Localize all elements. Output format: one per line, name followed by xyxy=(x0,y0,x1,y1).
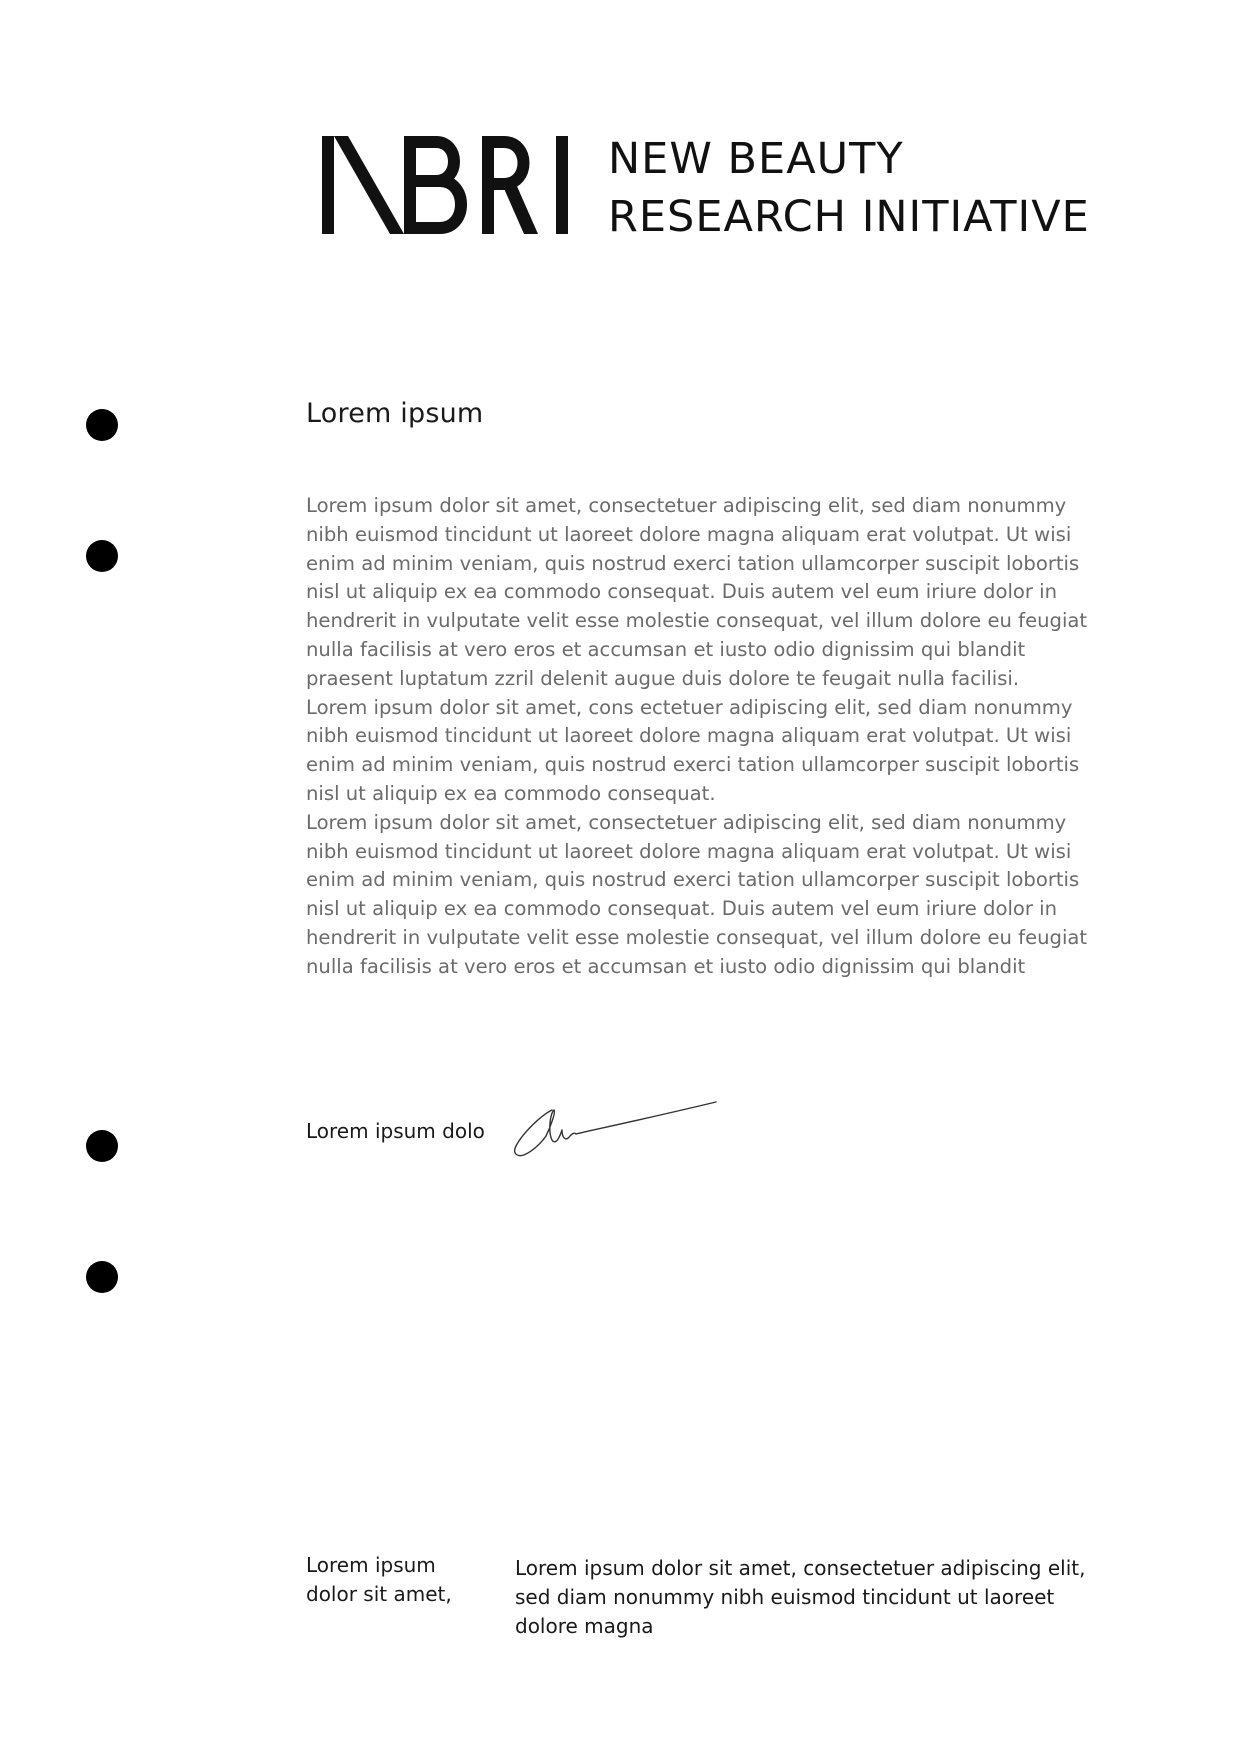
body-line: Lorem ipsum dolor sit amet, consectetuer adipiscing elit, sed diam nonummy xyxy=(306,810,1067,834)
footer-text-line: sed diam nonummy nibh euismod tincidunt ut laoreet xyxy=(515,1585,1055,1609)
nbri-logo-mark xyxy=(318,134,578,236)
body-line: enim ad minim veniam, quis nostrud exerci tation ullamcorper suscipit lobortis xyxy=(306,551,1080,575)
logo-wordmark xyxy=(608,130,1090,246)
body-line: enim ad minim veniam, quis nostrud exerci tation ullamcorper suscipit lobortis xyxy=(306,753,1080,777)
signoff-text: Lorem ipsum dolo xyxy=(306,1119,485,1143)
body-line: nibh euismod tincidunt ut laoreet dolore magna aliquam erat volutpat. Ut wisi xyxy=(306,839,1072,863)
body-line: nulla facilisis at vero eros et accumsan et iusto odio dignissim qui blandit xyxy=(306,637,1026,661)
footer-text xyxy=(515,1554,1085,1641)
binder-hole xyxy=(86,1130,118,1162)
body-line: hendrerit in vulputate velit esse molestie consequat, vel illum dolore eu feugiat xyxy=(306,925,1088,949)
nbri-logo xyxy=(318,130,1118,250)
body-line: nibh euismod tincidunt ut laoreet dolore magna aliquam erat volutpat. Ut wisi xyxy=(306,724,1072,748)
body-line: nisl ut aliquip ex ea commodo consequat. xyxy=(306,781,716,805)
footer-text-line: Lorem ipsum dolor sit amet, consectetuer adipiscing elit, xyxy=(515,1556,1086,1580)
footer-text-line: dolore magna xyxy=(515,1614,654,1638)
body-line: enim ad minim veniam, quis nostrud exerci tation ullamcorper suscipit lobortis xyxy=(306,868,1080,892)
binder-hole xyxy=(86,1261,118,1293)
letter-body xyxy=(306,492,1126,982)
handwritten-signature xyxy=(512,1092,722,1162)
logo-line-1: NEW BEAUTY xyxy=(608,134,904,184)
footer-label-line: Lorem ipsum xyxy=(306,1553,436,1577)
logo-line-2: RESEARCH INITIATIVE xyxy=(608,192,1090,242)
binder-hole xyxy=(86,409,118,441)
body-line: nibh euismod tincidunt ut laoreet dolore magna aliquam erat volutpat. Ut wisi xyxy=(306,522,1072,546)
letter-heading: Lorem ipsum xyxy=(306,398,484,429)
body-line: nulla facilisis at vero eros et accumsan et iusto odio dignissim qui blandit xyxy=(306,954,1026,978)
body-line: nisl ut aliquip ex ea commodo consequat. Duis autem vel eum iriure dolor in xyxy=(306,897,1058,921)
binder-hole xyxy=(86,540,118,572)
footer-label-line: dolor sit amet, xyxy=(306,1582,452,1606)
body-line: hendrerit in vulputate velit esse molestie consequat, vel illum dolore eu feugiat xyxy=(306,609,1088,633)
body-line: praesent luptatum zzril delenit augue duis dolore te feugait nulla facilisi. xyxy=(306,666,1020,690)
body-line: Lorem ipsum dolor sit amet, consectetuer adipiscing elit, sed diam nonummy xyxy=(306,494,1067,517)
footer-label xyxy=(306,1551,452,1609)
body-line: nisl ut aliquip ex ea commodo consequat. Duis autem vel eum iriure dolor in xyxy=(306,580,1058,604)
body-line: Lorem ipsum dolor sit amet, cons ectetuer adipiscing elit, sed diam nonummy xyxy=(306,695,1073,719)
